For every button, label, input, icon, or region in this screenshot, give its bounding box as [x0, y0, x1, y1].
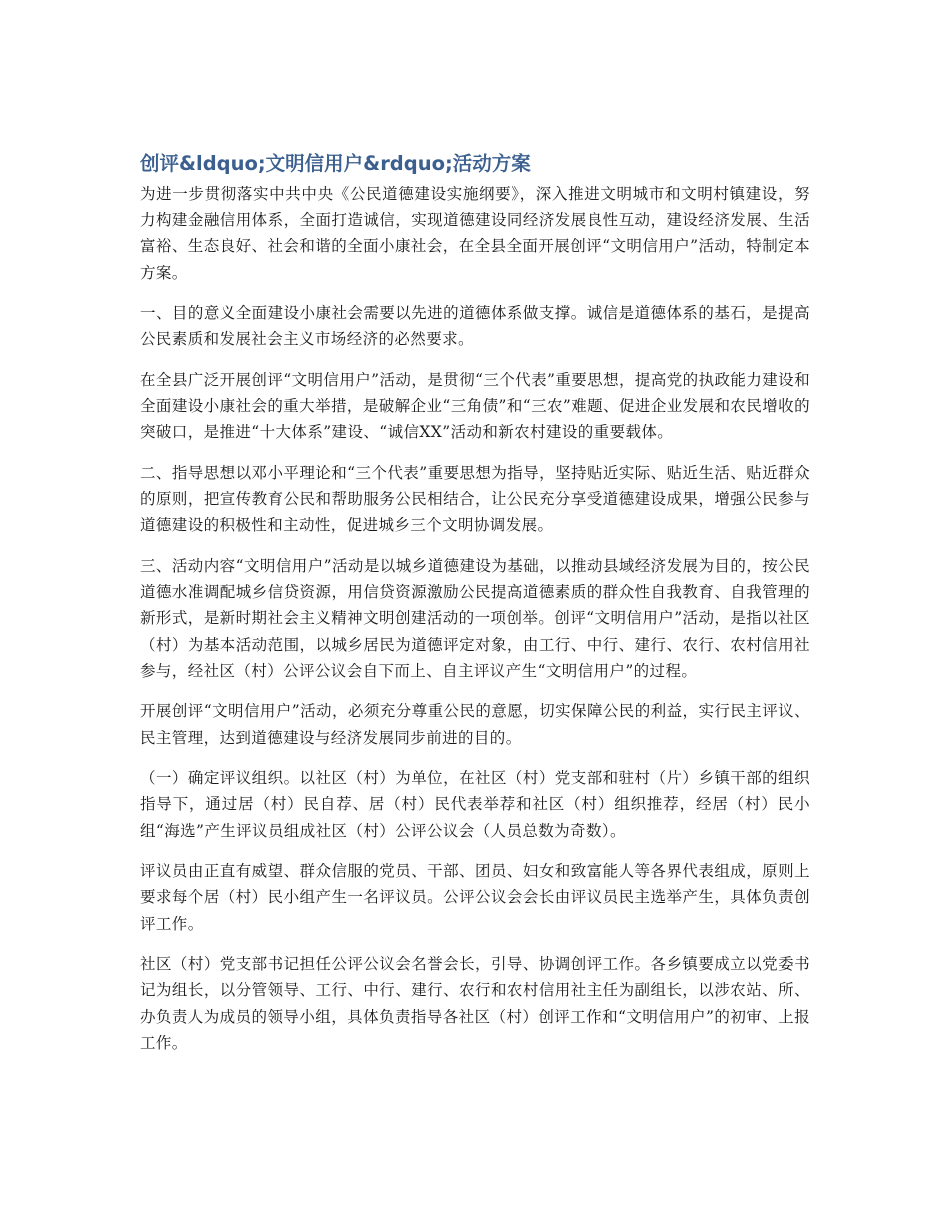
paragraph-guiding-ideology: 二、指导思想以邓小平理论和“三个代表”重要思想为指导，坚持贴近实际、贴近生活、贴近群众的原则，把宣传教育公民和帮助服务公民相结合，让公民充分享受道德建设成果，增强公民参与道德建设的积极性和主动性，促进城乡三个文明协调发展。: [140, 464, 810, 535]
paragraph-purpose: 一、目的意义全面建设小康社会需要以先进的道德体系做支撑。诚信是道德体系的基石，是提高公民素质和发展社会主义市场经济的必然要求。: [140, 304, 810, 349]
paragraph-principles: 开展创评“文明信用户”活动，必须充分尊重公民的意愿，切实保障公民的利益，实行民主评议、民主管理，达到道德建设与经济发展同步前进的目的。: [140, 702, 810, 747]
paragraph-activity-content: 三、活动内容“文明信用户”活动是以城乡道德建设为基础，以推动县域经济发展为目的，按公民道德水准调配城乡信贷资源，用信贷资源激励公民提高道德素质的群众性自我教育、自我管理的新形式，是新时期社会主义精神文明创建活动的一项创举。创评“文明信用户”活动，是指以社区（村）为基本活动范围，以城乡居民为道德评定对象，由工行、中行、建行、农行、农村信用社参与，经社区（村）公评公议会自下而上、自主评议产生“文明信用户”的过程。: [140, 557, 810, 680]
paragraph-significance: 在全县广泛开展创评“文明信用户”活动，是贯彻“三个代表”重要思想，提高党的执政能力建设和全面建设小康社会的重大举措，是破解企业“三角债”和“三农”难题、促进企业发展和农民增收的突破口，是推进“十大体系”建设、“诚信XX”活动和新农村建设的重要载体。: [140, 371, 810, 442]
paragraph-evaluation-organization: （一）确定评议组织。以社区（村）为单位，在社区（村）党支部和驻村（片）乡镇干部的组织指导下，通过居（村）民自荐、居（村）民代表举荐和社区（村）组织推荐，经居（村）民小组“海选”产生评议员组成社区（村）公评公议会（人员总数为奇数）。: [140, 769, 810, 840]
document-title: 创评&ldquo;文明信用户&rdquo;活动方案: [140, 152, 531, 175]
paragraph-leadership-group: 社区（村）党支部书记担任公评公议会名誉会长，引导、协调创评工作。各乡镇要成立以党委书记为组长，以分管领导、工行、中行、建行、农行和农村信用社主任为副组长，以涉农站、所、办负责人为成员的领导小组，具体负责指导各社区（村）创评工作和“文明信用户”的初审、上报工作。: [140, 955, 810, 1052]
paragraph-evaluators: 评议员由正直有威望、群众信服的党员、干部、团员、妇女和致富能人等各界代表组成，原则上要求每个居（村）民小组产生一名评议员。公评公议会会长由评议员民主选举产生，具体负责创评工作。: [140, 862, 810, 933]
document-page: [140, 148, 810, 1070]
paragraph-intro: 为进一步贯彻落实中共中央《公民道德建设实施纲要》，深入推进文明城市和文明村镇建设，努力构建金融信用体系，全面打造诚信，实现道德建设同经济发展良性互动，建设经济发展、生活富裕、生态良好、社会和谐的全面小康社会，在全县全面开展创评“文明信用户”活动，特制定本方案。: [140, 185, 810, 282]
